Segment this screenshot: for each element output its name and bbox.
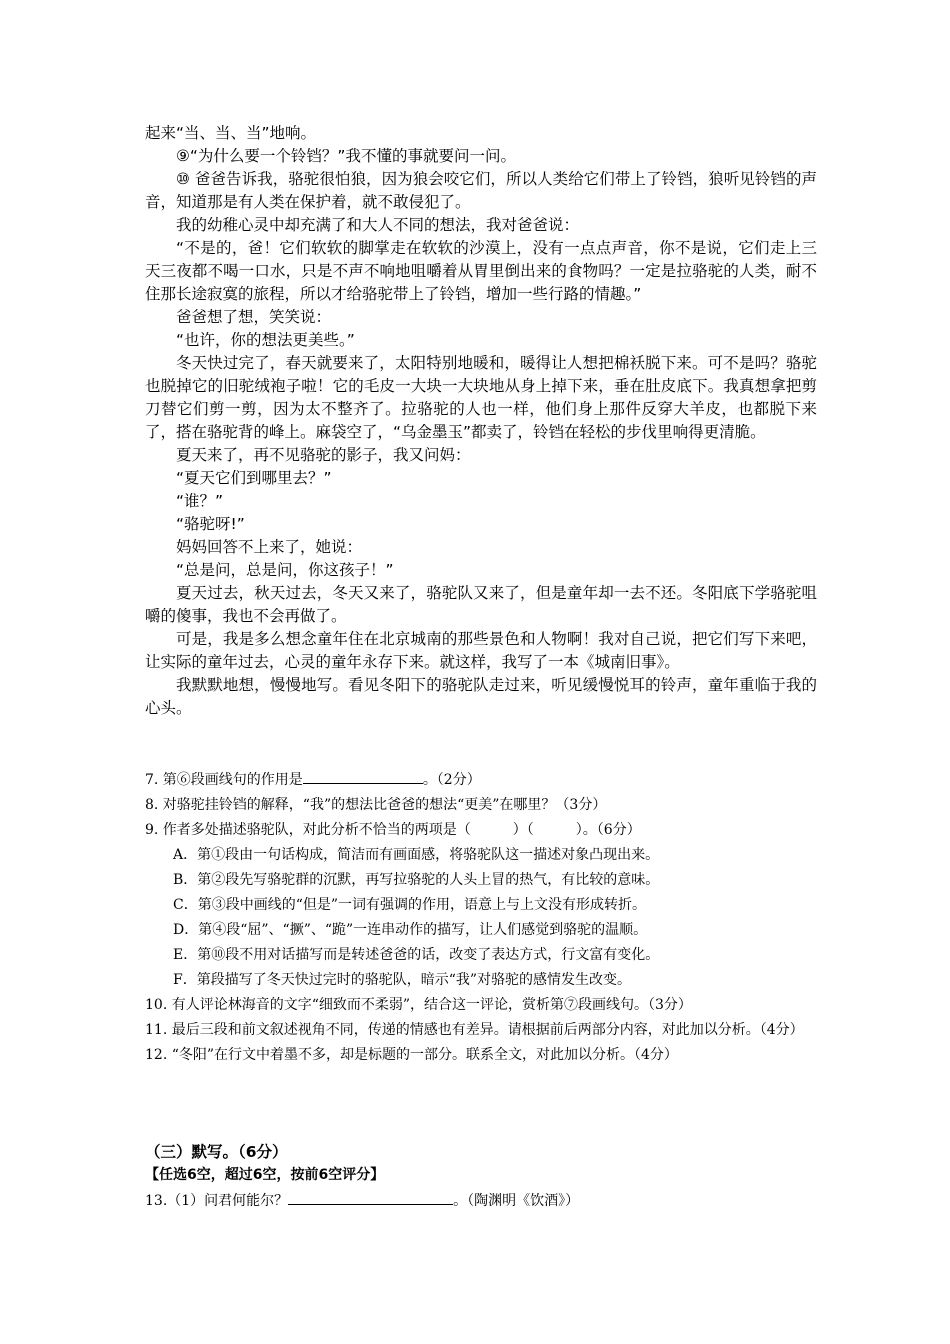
question-9: 9. 作者多处描述骆驼队，对此分析不恰当的两项是（ ）（ ）。（6分）: [145, 822, 641, 838]
passage-paragraph: 妈妈回答不上来了，她说：: [176, 538, 363, 556]
question-8: 8. 对骆驼挂铃铛的解释，“我”的想法比爸爸的想法“更美”在哪里？（3分）: [145, 797, 607, 813]
dictation-section: [145, 1140, 817, 1214]
reading-passage: [145, 122, 817, 720]
question-10: 10. 有人评论林海音的文字“细致而不柔弱”，结合这一评论，赏析第⑦段画线句。（3分）: [145, 997, 692, 1013]
passage-paragraph: “也许，你的想法更美些。”: [176, 331, 355, 349]
passage-paragraph: “不是的，爸！它们软软的脚掌走在软软的沙漠上，没有一点点声音，你不是说，它们走上三天三夜都不喝一口水，只是不声不响地咀嚼着从胃里倒出来的食物吗？一定是拉骆驼的人类，耐不住那长途寂寞的旅程，所以才给骆驼带上了铃铛，增加一些行路的情趣。”: [145, 239, 817, 303]
passage-paragraph: “谁？”: [176, 492, 224, 510]
answer-blank-q7[interactable]: [303, 769, 423, 784]
question-7-score: 。（2分）: [422, 772, 481, 788]
option-a: A．第①段由一句话构成，简洁而有画面感，将骆驼队这一描述对象凸现出来。: [173, 847, 660, 863]
question-7-text: 7. 第⑥段画线句的作用是: [145, 772, 303, 788]
question-13-source: 。（陶渊明《饮酒》）: [453, 1193, 580, 1209]
question-12: 12. “冬阳”在行文中着墨不多，却是标题的一部分。联系全文，对此加以分析。（4分）: [145, 1047, 678, 1063]
passage-paragraph: 夏天过去，秋天过去，冬天又来了，骆驼队又来了，但是童年却一去不还。冬阳底下学骆驼咀嚼的傻事，我也不会再做了。: [145, 584, 817, 625]
passage-paragraph: 冬天快过完了，春天就要来了，太阳特别地暖和，暖得让人想把棉袄脱下来。可不是吗？骆驼也脱掉它的旧驼绒袍子啦！它的毛皮一大块一大块地从身上掉下来，垂在肚皮底下。我真想拿把剪刀替它们剪一剪，因为太不整齐了。拉骆驼的人也一样，他们身上那件反穿大羊皮，也都脱下来了，搭在骆驼背的峰上。麻袋空了，“乌金墨玉”都卖了，铃铛在轻松的步伐里响得更清脆。: [145, 354, 817, 441]
question-list: [145, 768, 817, 1068]
passage-paragraph: ⑩ 爸爸告诉我，骆驼很怕狼，因为狼会咬它们，所以人类给它们带上了铃铛，狼听见铃铛的声音，知道那是有人类在保护着，就不敢侵犯了。: [145, 170, 817, 211]
section-note: 【任选6空，超过6空，按前6空评分】: [145, 1167, 385, 1183]
question-11: 11. 最后三段和前文叙述视角不同，传递的情感也有差异。请根据前后两部分内容，对此加以分析。（4分）: [145, 1022, 804, 1038]
passage-paragraph: 我默默地想，慢慢地写。看见冬阳下的骆驼队走过来，听见缓慢悦耳的铃声，童年重临于我的心头。: [145, 676, 817, 717]
option-c: C．第③段中画线的“但是”一词有强调的作用，语意上与上文没有形成转折。: [173, 897, 647, 913]
option-b: B．第②段先写骆驼群的沉默，再写拉骆驼的人头上冒的热气，有比较的意味。: [173, 872, 660, 888]
question-7: [145, 768, 817, 793]
passage-paragraph: “骆驼呀!”: [176, 515, 245, 533]
answer-blank-q13[interactable]: [288, 1190, 453, 1205]
passage-paragraph: 我的幼稚心灵中却充满了和大人不同的想法，我对爸爸说：: [176, 216, 580, 234]
passage-paragraph: 夏天来了，再不见骆驼的影子，我又问妈：: [176, 446, 471, 464]
passage-paragraph: “夏天它们到哪里去？”: [176, 469, 332, 487]
passage-paragraph: 可是，我是多么想念童年住在北京城南的那些景色和人物啊！我对自己说，把它们写下来吧，让实际的童年过去，心灵的童年永存下来。就这样，我写了一本《城南旧事》。: [145, 630, 817, 671]
passage-paragraph: “总是问，总是问，你这孩子！”: [176, 561, 394, 579]
section-title: （三）默写。（6分）: [145, 1143, 288, 1161]
passage-paragraph: 起来“当、当、当”地响。: [145, 124, 317, 142]
question-13-text: 13.（1）问君何能尔？: [145, 1193, 289, 1209]
passage-paragraph: 爸爸想了想，笑笑说：: [176, 308, 332, 326]
passage-paragraph: ⑨“为什么要一个铃铛？”我不懂的事就要问一问。: [176, 147, 516, 165]
question-13: [145, 1188, 817, 1214]
option-d: D．第④段“屈”、“撅”、“跪”一连串动作的描写，让人们感觉到骆驼的温顺。: [173, 922, 648, 938]
option-e: E．第⑩段不用对话描写而是转述爸爸的话，改变了表达方式，行文富有变化。: [173, 947, 660, 963]
option-f: F．第段描写了冬天快过完时的骆驼队，暗示“我”对骆驼的感情发生改变。: [173, 972, 632, 988]
